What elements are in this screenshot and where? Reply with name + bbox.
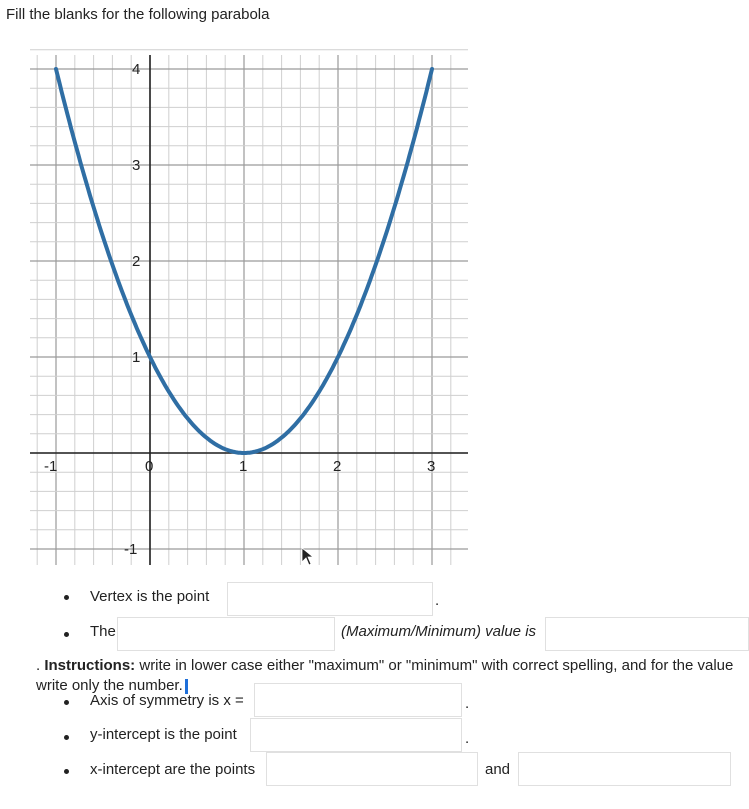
x-tick-label: 2 (333, 458, 342, 475)
y-tick-label: 1 (132, 349, 141, 366)
y-tick-label: 3 (132, 157, 141, 174)
axis-label: Axis of symmetry is x = (90, 692, 244, 709)
bullet (64, 700, 69, 705)
tick-labels (44, 61, 435, 558)
maxmin-word-input[interactable] (117, 617, 335, 651)
axis-period: . (465, 695, 470, 712)
maxmin-value-input[interactable] (545, 617, 749, 651)
yint-label: y-intercept is the point (90, 726, 237, 743)
x-tick-label: 3 (427, 458, 436, 475)
y-tick-label: 4 (132, 61, 141, 78)
xint-label: x-intercept are the points (90, 761, 256, 778)
bullet (64, 595, 69, 600)
mouse-cursor-icon (302, 548, 313, 565)
x-intercept-2-input[interactable] (518, 752, 731, 786)
bullet (64, 735, 69, 740)
and-label: and (485, 761, 511, 778)
x-tick-label: 1 (239, 458, 248, 475)
the-label: The (90, 623, 116, 640)
question-prompt: Fill the blanks for the following parabola (6, 6, 270, 23)
axis-of-symmetry-input[interactable] (254, 683, 462, 717)
maxmin-label: (Maximum/Minimum) value is (341, 623, 537, 640)
x-intercept-1-input[interactable] (266, 752, 478, 786)
y-intercept-input[interactable] (250, 718, 462, 752)
axes (30, 55, 468, 565)
bullet (64, 769, 69, 774)
yint-period: . (465, 730, 470, 747)
vertex-label: Vertex is the point (90, 588, 210, 605)
x-tick-label: -1 (44, 458, 58, 475)
x-tick-label: 0 (145, 458, 154, 475)
bullet (64, 632, 69, 637)
vertex-period: . (435, 592, 440, 609)
vertex-input[interactable] (227, 582, 433, 616)
y-tick-label: 2 (132, 253, 141, 270)
instructions-text: . Instructions: write in lower case either "maximum" or "minimum" with correct spelling, and for the value write only the number. (36, 657, 734, 694)
y-tick-label: -1 (124, 541, 138, 558)
grid-lines (30, 50, 468, 565)
